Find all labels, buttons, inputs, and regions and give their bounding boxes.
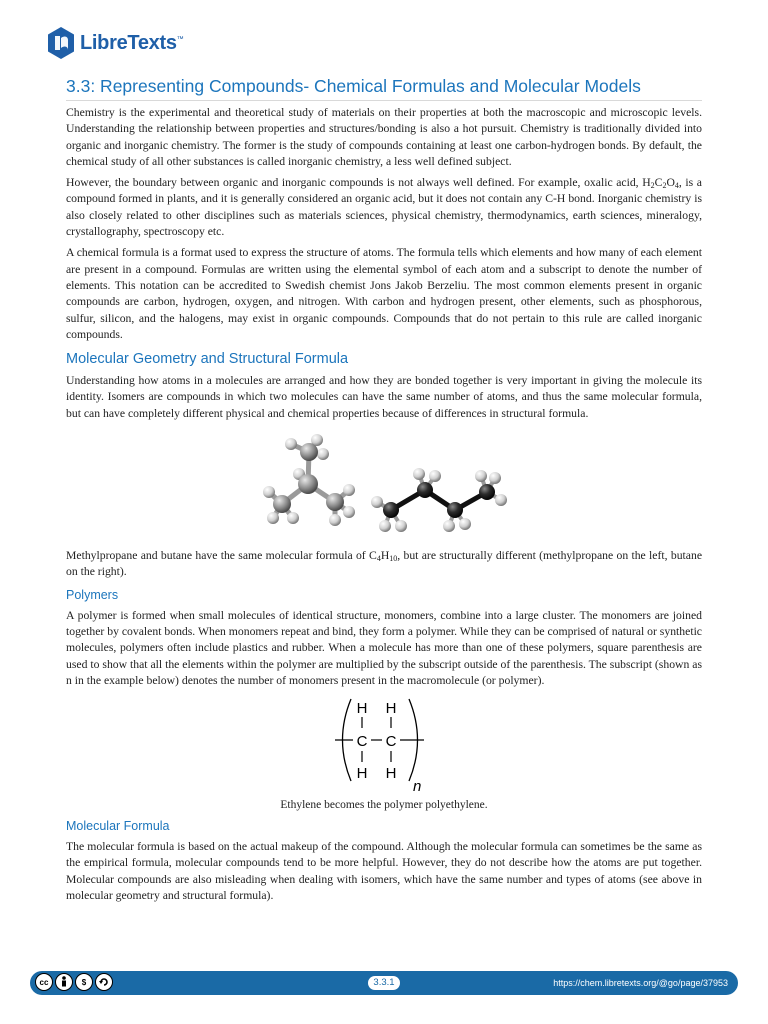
methylpropane-butane-ball-stick-image — [259, 432, 509, 540]
hydrogen-bottom-right: H — [385, 765, 397, 783]
butane-formula: $C_4H_{10}$ — [369, 549, 398, 564]
hydrogen-top-left: H — [356, 700, 368, 718]
isomer-caption-start: Methylpropane and butane have the same molecular formula of — [66, 549, 370, 563]
article-content — [66, 76, 702, 909]
polyethylene-structural-formula — [329, 695, 439, 795]
page-url-link[interactable]: https://chem.libretexts.org/@go/page/37953 — [553, 978, 728, 988]
intro-paragraph-3: A chemical formula is a format used to express the structure of atoms. The formula tells which elements and how many of each element are present in a compound. Formulas are written using the elemental symbol of each atom and a subscript to denote the number of elements. This notation can be accredited to Swedish chemist Jons Jakob Berzeliu. The most common elements present in organic compounds are carbon, hydrogen, oxygen, and nitrogen. With carbon and hydrogen present, other elements, such as phosphorous, sulfur, silicon, and the halogens, may exist in organic compounds. Compounds that do not pertain to this rule are called inorganic compounds. — [66, 246, 702, 341]
intro-paragraph-2-start: However, the boundary between organic and inorganic compounds is not always well defined. For example, oxalic acid, — [66, 176, 643, 190]
section-heading-molecular-formula: Molecular Formula — [66, 819, 170, 834]
intro-paragraph-1: Chemistry is the experimental and theoretical study of materials on their properties at both the macroscopic and microscopic levels. Understanding the relationship between properties and structures/bonding is also a hot pursuit. Chemistry is traditionally divided into organic and inorganic chemistry. The former is the study of compounds containing at least one carbon-hydrogen bonds. By default, the chemical study of all other substances is called inorganic chemistry, a less well defined subject. — [66, 106, 702, 168]
isomer-caption — [66, 548, 702, 581]
libretexts-logo-icon — [46, 26, 76, 60]
hydrogen-top-right: H — [385, 700, 397, 718]
repeat-subscript-n: n — [413, 778, 422, 796]
isomer-caption-end: , but are structurally different (methylpropane on the left, butane on the right). — [66, 549, 703, 579]
cc-license-badge[interactable] — [35, 973, 113, 993]
geometry-paragraph: Understanding how atoms in a molecules are arranged and how they are bonded together is very important in giving the molecule its identity. Isomers are compounds in which two molecules can have the same number of atoms, and thus the same molecular formula, but can have completely different physical and chemical properties because of differences in structural formula. — [66, 374, 702, 420]
page-number: 3.3.1 — [368, 976, 400, 990]
page-title: 3.3: Representing Compounds- Chemical Formulas and Molecular Models — [66, 76, 702, 101]
carbon-right: C — [385, 733, 397, 751]
nc-icon: $ — [75, 973, 93, 991]
by-icon — [55, 973, 73, 991]
polymers-paragraph: A polymer is formed when small molecules of identical structure, monomers, combine into a large cluster. The monomers are joined together by covalent bonds. When monomers repeat and bind, they form a polymer. While they can be comprised of natural or synthetic molecules, polymers often include plastics and rubber. When a molecule has more than one of these polymers, square parenthesis are used to show that all the elements within the polymer are multiplied by the subscript outside of the parenthesis. The subscript (shown as n in the example below) denotes the number of monomers present in the macromolecule (or polymer). — [66, 608, 702, 687]
oxalic-acid-formula: $H_2C_2O_4$ — [642, 176, 679, 191]
brand-name: LibreTexts — [80, 31, 177, 54]
libretexts-logo[interactable] — [46, 26, 184, 60]
hydrogen-bottom-left: H — [356, 765, 368, 783]
intro-paragraph-2 — [66, 175, 702, 240]
section-heading-geometry: Molecular Geometry and Structural Formula — [66, 351, 349, 368]
brand-trademark: ™ — [176, 36, 184, 43]
cc-icon: cc — [35, 973, 53, 991]
polyethylene-caption: Ethylene becomes the polymer polyethylene. — [280, 799, 488, 812]
molecular-formula-paragraph: The molecular formula is based on the actual makeup of the compound. Although the molecular formula can sometimes be the same as the empirical formula, molecular compounds tend to be more helpful. However, they do not describe how the atoms are put together. Molecular compounds are also misleading when dealing with isomers, which have the same number and types of atoms (see above in molecular geometry and structural formula). — [66, 840, 702, 903]
sa-icon — [95, 973, 113, 991]
section-heading-polymers: Polymers — [66, 587, 119, 602]
page-footer — [30, 971, 738, 995]
carbon-left: C — [356, 733, 368, 751]
isomer-models-figure — [66, 432, 702, 540]
intro-paragraph-2-end: , is a compound formed in plants, and it is generally considered an organic acid, but it does not contain any C-H bond. Inorganic chemistry is also closely related to other disciplines such as materials sciences, physical chemistry, thermodynamics, earth sciences, mineralogy, crystallography, spectroscopy etc. — [66, 176, 702, 239]
polyethylene-structure-figure — [66, 695, 702, 795]
